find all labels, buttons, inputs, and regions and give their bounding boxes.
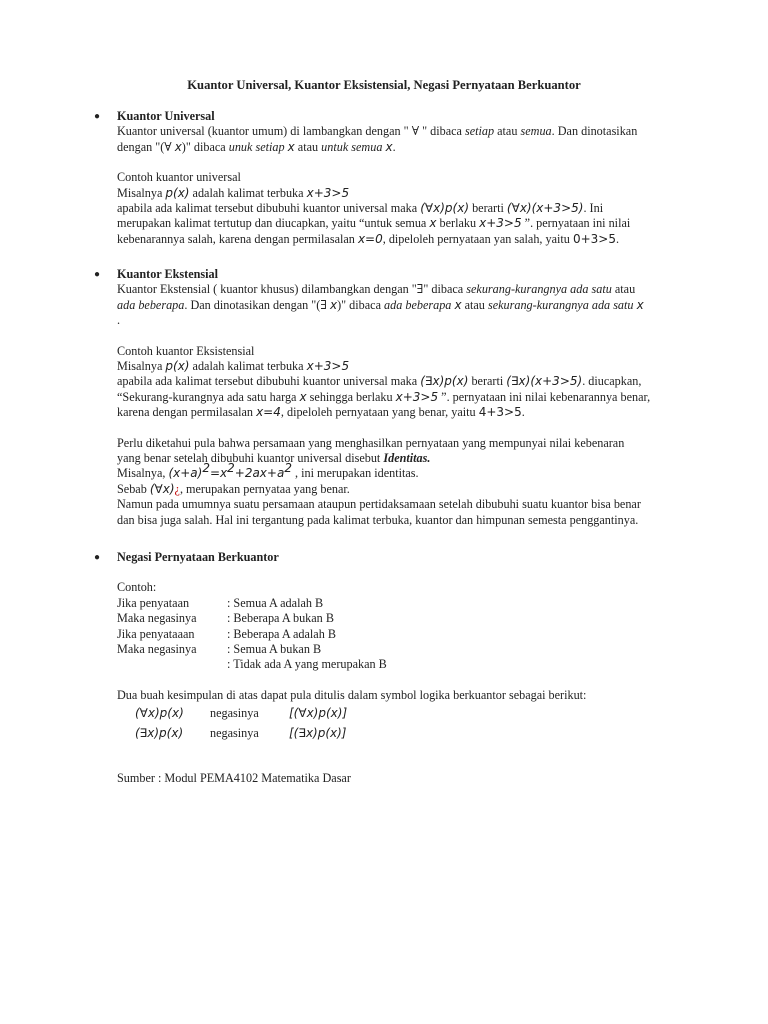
document-title: Kuantor Universal, Kuantor Eksistensial, Negasi Pernyataan Berkuantor [187, 78, 581, 92]
paragraph-line: Kuantor Ekstensial ( kuantor khusus) dilambangkan dengan "∃" dibaca sekurang-kurangnya ada satu atau [117, 282, 636, 297]
table-row: Jika penyataan : Semua A adalah B [117, 595, 324, 610]
paragraph-line: apabila ada kalimat tersebut dibubuhi kuantor universal maka (∃x)p(x) berarti (∃x)(x+3>5). diucapkan, [117, 374, 642, 389]
bullet-icon: ● [94, 552, 101, 563]
paragraph-line: apabila ada kalimat tersebut dibubuhi kuantor universal maka (∀x)p(x) berarti (∀x)(x+3>5). Ini [117, 201, 604, 216]
paragraph-line: “Sekurang-kurangnya ada satu harga x sehingga berlaku x+3>5 ”. pernyataan ini nilai kebenarannya benar, [117, 389, 651, 404]
paragraph-line: merupakan kalimat tertutup dan diucapkan, yaitu “untuk semua x berlaku x+3>5 ”. pernyataan ini nilai [117, 216, 631, 231]
paragraph-line: dan bisa juga salah. Hal ini tergantung pada kalimat terbuka, kuantor dan himpunan semesta penggantinya. [117, 512, 639, 527]
symbol-row: (∃x)p(x) negasinya [(∃x)p(x)] [135, 725, 347, 740]
table-row: Maka negasinya : Semua A bukan B [117, 642, 322, 657]
example-label: Contoh kuantor Eksistensial [117, 343, 255, 358]
paragraph-line: Dua buah kesimpulan di atas dapat pula ditulis dalam symbol logika berkuantor sebagai berikut: [117, 687, 587, 702]
example-label: Contoh: [117, 580, 157, 595]
example-label: Contoh kuantor universal [117, 170, 241, 185]
paragraph-line: Namun pada umumnya suatu persamaan ataupun pertidaksamaan setelah dibubuhi suatu kuantor bisa benar [117, 497, 641, 512]
section-kuantor-universal [94, 109, 717, 247]
source-line: Sumber : Modul PEMA4102 Matematika Dasar [117, 771, 351, 786]
table-row: : Tidak ada A yang merupakan B [227, 657, 387, 672]
paragraph-line: Misalnya p(x) adalah kalimat terbuka x+3>5 [117, 359, 350, 374]
section-heading: Negasi Pernyataan Berkuantor [117, 550, 279, 564]
paragraph-line: kebenarannya salah, karena dengan permilasalan x=0, dipeloleh pernyataan yan salah, yaitu 0+3>5. [117, 231, 619, 246]
paragraph-line: . [117, 313, 121, 328]
paragraph-line: dengan "(∀ x)" dibaca unuk setiap x atau untuk semua x. [117, 139, 396, 154]
paragraph-line: Misalnya, $(x+a)^2=x^2+2ax+a^2$ , ini merupakan identitas. [117, 461, 419, 481]
bullet-icon: ● [94, 269, 101, 280]
paragraph-line: yang benar setelah dibubuhi kuantor universal disebut Identitas. [117, 451, 431, 466]
section-kuantor-ekstensial [94, 267, 717, 528]
bullet-icon: ● [94, 111, 101, 122]
paragraph-line: ada beberapa. Dan dinotasikan dengan "(∃ x)" dibaca ada beberapa x atau sekurang-kurangnya ada satu x [117, 297, 644, 312]
table-row: Jika penyataaan : Beberapa A adalah B [117, 626, 336, 641]
paragraph-line: Kuantor universal (kuantor umum) di lambangkan dengan " ∀ " dibaca setiap atau semua. Dan dinotasikan [117, 124, 638, 139]
negation-table [117, 596, 387, 673]
symbol-row: (∀x)p(x) negasinya [(∀x)p(x)] [135, 706, 348, 721]
paragraph-line: Perlu diketahui pula bahwa persamaan yang menghasilkan pernyataan yang mempunyai nilai kebenaran [117, 435, 625, 450]
table-row: Maka negasinya : Beberapa A bukan B [117, 611, 334, 626]
section-heading: Kuantor Ekstensial [117, 267, 219, 281]
section-negasi [94, 550, 717, 786]
paragraph-line: Misalnya p(x) adalah kalimat terbuka x+3>5 [117, 185, 350, 200]
section-heading: Kuantor Universal [117, 109, 215, 123]
paragraph-line: karena dengan permilasalan x=4, dipeloleh pernyataan yang benar, yaitu 4+3>5. [117, 405, 525, 420]
paragraph-line: Sebab (∀x)¿, merupakan pernyataa yang benar. [117, 481, 350, 496]
